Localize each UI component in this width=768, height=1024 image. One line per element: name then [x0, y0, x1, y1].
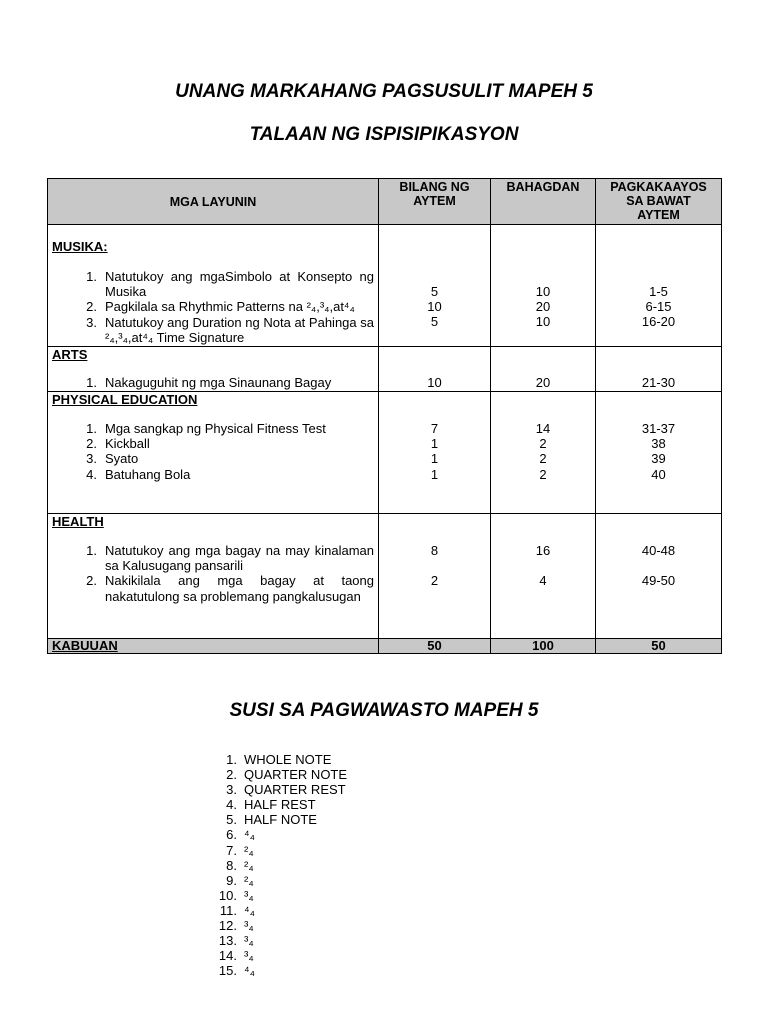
- ayos-cell: 40-48 49-50: [596, 514, 722, 639]
- list-item: 3. Syato: [86, 451, 139, 467]
- answer-number: 6.: [226, 827, 237, 843]
- answer-key-item: [213, 858, 347, 873]
- answer-number: 3.: [226, 782, 237, 798]
- section-title: ARTS: [52, 347, 88, 362]
- list-item: 3. Natutukoy ang Duration ng Nota at Pahinga sa ²₄,³₄,at⁴₄ Time Signature: [86, 314, 374, 345]
- answer-text: ²₄: [244, 857, 254, 873]
- list-item: 1. Natutukoy ang mga bagay na may kinalaman sa Kalusugang pansarili: [86, 543, 374, 574]
- bahagdan-cell: 14 2 2 2: [491, 392, 596, 514]
- bahagdan-cell: 10 20 10: [491, 225, 596, 347]
- answer-number: 9.: [226, 872, 237, 888]
- answer-key-item: [213, 843, 347, 858]
- answer-number: 15.: [218, 963, 237, 979]
- section-cell: [48, 347, 379, 392]
- answer-text: QUARTER NOTE: [244, 767, 348, 783]
- objective-list: [52, 375, 374, 390]
- answer-key-item: [213, 963, 347, 978]
- ayos-cell: 1-5 6-15 16-20: [596, 225, 722, 347]
- section-title: HEALTH: [52, 514, 104, 529]
- answer-text: ³₄: [244, 948, 254, 964]
- answer-key-item: [213, 782, 347, 797]
- list-item: 2. Nakikilala ang mga bagay at taong nakatutulong sa problemang pangkalusugan: [86, 573, 374, 604]
- answer-key-item: [213, 752, 347, 767]
- specification-table: [47, 178, 722, 654]
- answer-number: 7.: [226, 842, 237, 858]
- total-bahagdan: 100: [491, 639, 596, 654]
- table-header-row: [48, 179, 722, 225]
- table-row-arts: [48, 347, 722, 392]
- answer-key-title: SUSI SA PAGWAWASTO MAPEH 5: [229, 700, 539, 721]
- answer-key-item: [213, 767, 347, 782]
- answer-number: 2.: [226, 767, 237, 783]
- objective-list: [52, 543, 374, 604]
- answer-number: 8.: [226, 857, 237, 873]
- answer-text: ⁴₄: [244, 827, 255, 843]
- table-row-health: [48, 514, 722, 639]
- bilang-cell: 8 2: [379, 514, 491, 639]
- answer-number: 14.: [218, 948, 237, 964]
- table-total-row: [48, 639, 722, 654]
- bahagdan-cell: 20: [491, 347, 596, 392]
- answer-number: 4.: [226, 797, 237, 813]
- answer-key-list: [213, 752, 347, 978]
- bilang-cell: 7 1 1 1: [379, 392, 491, 514]
- ayos-cell: 21-30: [596, 347, 722, 392]
- answer-number: 11.: [219, 902, 237, 918]
- answer-text: ⁴₄: [244, 902, 255, 918]
- answer-key-item: [213, 948, 347, 963]
- header-bahagdan: BAHAGDAN: [491, 179, 596, 225]
- answer-key-item: [213, 873, 347, 888]
- list-item: 1. Mga sangkap ng Physical Fitness Test: [86, 421, 326, 436]
- header-pagkakaayos: PAGKAKAAYOS SA BAWAT AYTEM: [596, 179, 722, 225]
- section-cell: [48, 514, 379, 639]
- page-title: UNANG MARKAHANG PAGSUSULIT MAPEH 5: [175, 81, 593, 102]
- list-item: 1. Natutukoy ang mgaSimbolo at Konsepto ng Musika: [86, 269, 374, 300]
- list-item: 2. Pagkilala sa Rhythmic Patterns na ²₄,³₄,at⁴₄: [86, 299, 355, 315]
- answer-key-item: [213, 827, 347, 842]
- answer-key-item: [213, 797, 347, 812]
- answer-text: ³₄: [244, 918, 254, 934]
- list-item: 1. Nakaguguhit ng mga Sinaunang Bagay: [86, 375, 332, 390]
- table-row-musika: [48, 225, 722, 347]
- answer-text: ³₄: [244, 887, 254, 903]
- answer-key-item: [213, 903, 347, 918]
- ayos-cell: 31-37 38 39 40: [596, 392, 722, 514]
- answer-number: 5.: [226, 812, 237, 828]
- answer-key-item: [213, 888, 347, 903]
- list-item: 4. Batuhang Bola: [86, 466, 191, 482]
- total-bilang: 50: [379, 639, 491, 654]
- list-item: 2. Kickball: [86, 436, 150, 452]
- answer-number: 12.: [218, 918, 237, 934]
- answer-text: HALF NOTE: [244, 812, 317, 828]
- answer-number: 10.: [218, 887, 237, 903]
- section-title: PHYSICAL EDUCATION: [52, 392, 198, 407]
- section-title: MUSIKA:: [52, 239, 108, 254]
- section-cell: [48, 392, 379, 514]
- answer-key-item: [213, 933, 347, 948]
- answer-key-item: [213, 812, 347, 827]
- table-row-pe: [48, 392, 722, 514]
- table-title: TALAAN NG ISPISIPIKASYON: [249, 124, 519, 145]
- answer-key-item: [213, 918, 347, 933]
- header-bilang: BILANG NG AYTEM: [379, 179, 491, 225]
- total-label: KABUUAN: [48, 639, 379, 654]
- bilang-cell: 5 10 5: [379, 225, 491, 347]
- header-layunin: MGA LAYUNIN: [48, 179, 379, 225]
- section-cell: [48, 225, 379, 347]
- answer-text: QUARTER REST: [244, 782, 346, 798]
- bilang-cell: 10: [379, 347, 491, 392]
- answer-text: ²₄: [244, 842, 254, 858]
- answer-text: ²₄: [244, 872, 254, 888]
- objective-list: [52, 269, 374, 345]
- answer-text: WHOLE NOTE: [244, 752, 332, 767]
- answer-text: HALF REST: [244, 797, 316, 813]
- total-ayos: 50: [596, 639, 722, 654]
- bahagdan-cell: 16 4: [491, 514, 596, 639]
- answer-number: 13.: [218, 933, 237, 949]
- answer-text: ³₄: [244, 933, 254, 949]
- answer-number: 1.: [226, 752, 237, 767]
- objective-list: [52, 421, 374, 482]
- answer-text: ⁴₄: [244, 963, 255, 979]
